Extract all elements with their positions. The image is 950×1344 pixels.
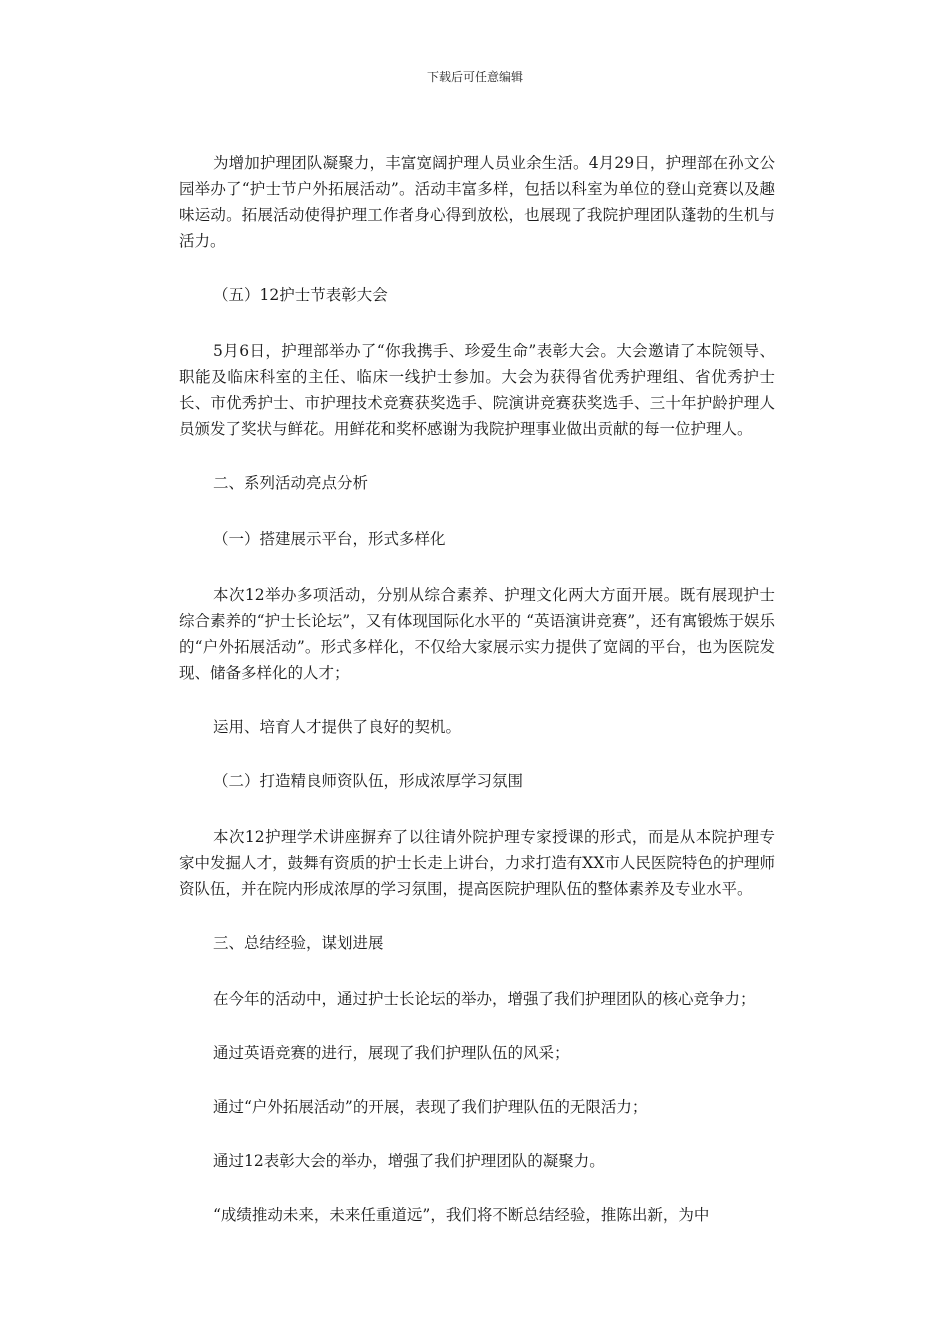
document-body bbox=[179, 150, 775, 1256]
paragraph-outdoor-activity: 为增加护理团队凝聚力，丰富宽阔护理人员业余生活。4月29日，护理部在孙文公园举办了“护士节户外拓展活动”。活动丰富多样，包括以科室为单位的登山竞赛以及趣味运动。拓展活动使得护理工作者身心得到放松，也展现了我院护理团队蓬勃的生机与活力。 bbox=[179, 154, 775, 250]
subsection-heading-platform: （一）搭建展示平台，形式多样化 bbox=[213, 530, 446, 548]
paragraph-platform: 本次12举办多项活动，分别从综合素养、护理文化两大方面开展。既有展现护士综合素养的“护士长论坛”，又有体现国际化水平的 “英语演讲竞赛”，还有寓锻炼于娱乐的“户外拓展活动”。形式多样化，不仅给大家展示实力提供了宽阔的平台，也为医院发现、储备多样化的人才； bbox=[179, 586, 775, 682]
paragraph-closing: “成绩推动未来，未来任重道远”，我们将不断总结经验，推陈出新，为中 bbox=[213, 1206, 710, 1224]
subsection-heading-faculty: （二）打造精良师资队伍，形成浓厚学习氛围 bbox=[213, 772, 524, 790]
paragraph-talent: 运用、培育人才提供了良好的契机。 bbox=[213, 718, 462, 736]
paragraph-faculty: 本次12护理学术讲座摒弃了以往请外院护理专家授课的形式，而是从本院护理专家中发掘人才，鼓舞有资质的护士长走上讲台，力求打造有XX市人民医院特色的护理师资队伍，并在院内形成浓厚的学习氛围，提高医院护理队伍的整体素养及专业水平。 bbox=[179, 828, 775, 898]
page-header: 下载后可任意编辑 bbox=[426, 70, 523, 84]
paragraph-summary-english: 通过英语竞赛的进行，展现了我们护理队伍的风采； bbox=[213, 1044, 570, 1062]
paragraph-award-ceremony: 5月6日，护理部举办了“你我携手、珍爱生命”表彰大会。大会邀请了本院领导、职能及临床科室的主任、临床一线护士参加。大会为获得省优秀护理组、省优秀护士长、市优秀护士、市护理技术竞赛获奖选手、院演讲竞赛获奖选手、三十年护龄护理人员颁发了奖状与鲜花。用鲜花和奖杯感谢为我院护理事业做出贡献的每一位护理人。 bbox=[179, 342, 775, 438]
paragraph-summary-ceremony: 通过12表彰大会的举办，增强了我们护理团队的凝聚力。 bbox=[213, 1152, 605, 1170]
paragraph-summary-outdoor: 通过“户外拓展活动”的开展，表现了我们护理队伍的无限活力； bbox=[213, 1098, 648, 1116]
section-heading-award-ceremony: （五）12护士节表彰大会 bbox=[213, 286, 388, 304]
paragraph-summary-forum: 在今年的活动中，通过护士长论坛的举办，增强了我们护理团队的核心竞争力； bbox=[213, 990, 756, 1008]
section-heading-highlights: 二、系列活动亮点分析 bbox=[213, 474, 369, 492]
section-heading-summary: 三、总结经验，谋划进展 bbox=[213, 934, 384, 952]
